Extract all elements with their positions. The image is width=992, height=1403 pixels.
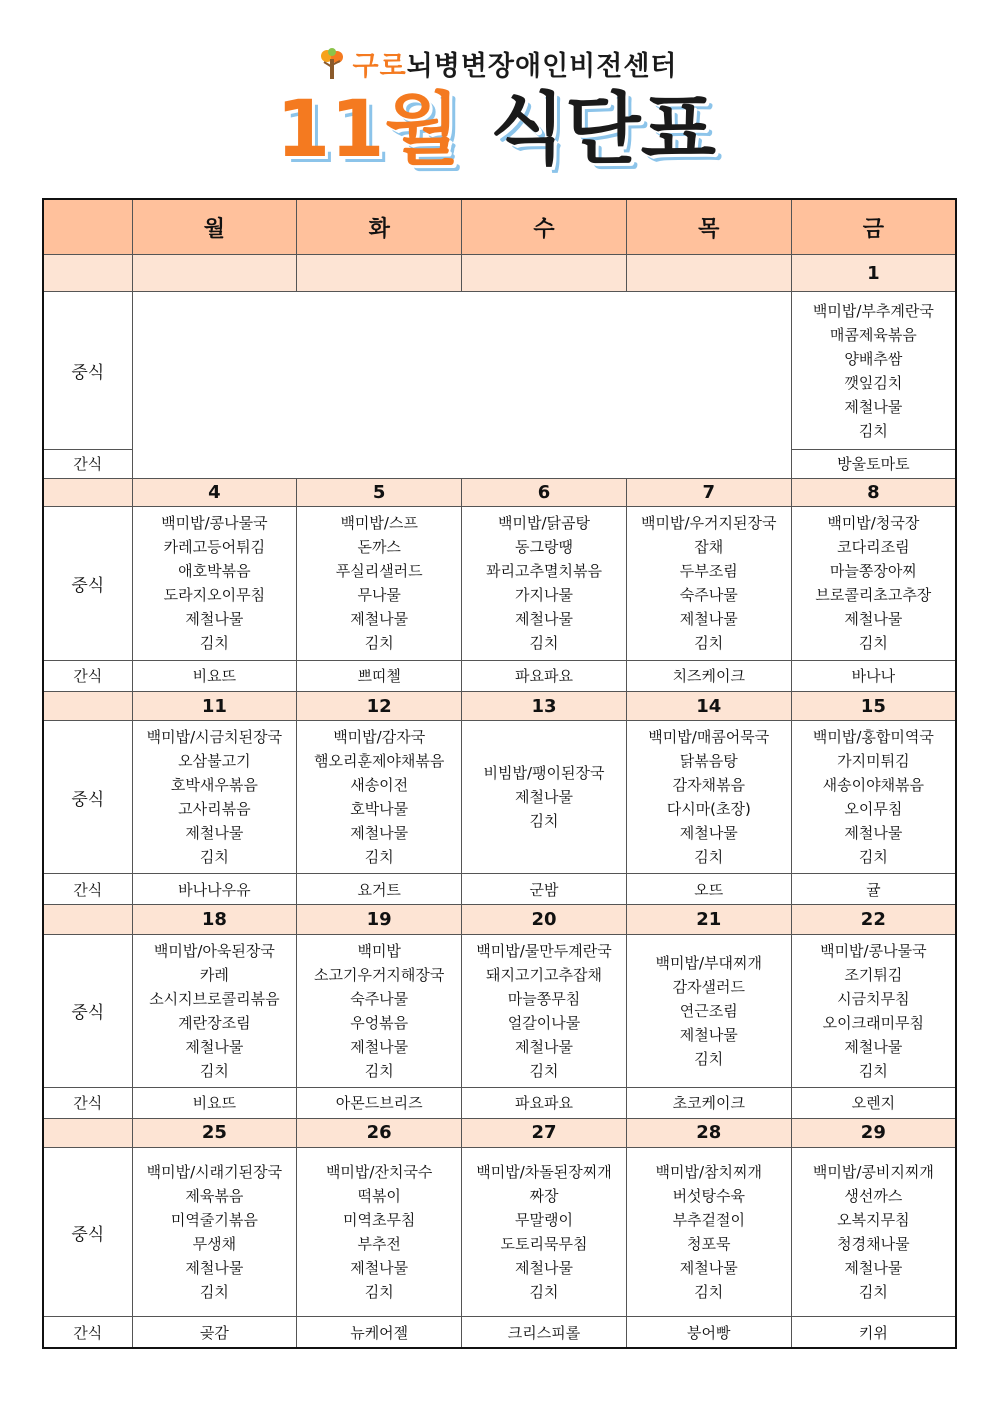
lunch-label: 중식 — [43, 1148, 132, 1317]
snack-cell: 키위 — [791, 1317, 956, 1348]
snack-cell: 치즈케이크 — [626, 660, 791, 691]
menu-item: 제철나물 — [350, 1037, 409, 1056]
menu-item: 부추겉절이 — [672, 1211, 746, 1230]
empty-cell — [132, 292, 791, 478]
menu-item: 백미밥/시금치된장국 — [146, 728, 283, 747]
menu-item: 새송이야채볶음 — [822, 776, 925, 795]
menu-item: 제철나물 — [844, 397, 903, 416]
menu-item: 백미밥/잔치국수 — [325, 1163, 433, 1182]
date-row-label — [43, 478, 132, 506]
lunch-menu-cell — [626, 934, 791, 1087]
menu-item: 오이무침 — [844, 800, 903, 819]
menu-item: 숙주나물 — [350, 989, 409, 1008]
menu-item: 카레고등어튀김 — [163, 538, 266, 557]
lunch-label: 중식 — [43, 934, 132, 1087]
menu-item: 제철나물 — [844, 610, 903, 629]
menu-item: 백미밥/우거지된장국 — [641, 514, 777, 533]
menu-item: 가지나물 — [515, 586, 573, 605]
weekday-header-row — [43, 199, 956, 255]
menu-item: 청경채나물 — [837, 1235, 910, 1254]
menu-item: 오복지무침 — [837, 1211, 910, 1230]
brand-rest: 뇌병변장애인비전센터 — [406, 51, 678, 82]
menu-item: 김치 — [858, 848, 888, 867]
menu-item: 소시지브로콜리볶음 — [149, 989, 280, 1008]
menu-item: 도토리묵무침 — [500, 1235, 588, 1254]
menu-item: 오삼불고기 — [178, 752, 251, 771]
menu-item: 버섯탕수육 — [672, 1187, 746, 1206]
date-row — [43, 691, 956, 720]
snack-cell: 파요파요 — [462, 660, 627, 691]
menu-item: 김치 — [364, 1061, 394, 1080]
weekday-header: 월 — [132, 199, 297, 255]
date-row — [43, 478, 956, 506]
date-cell: 15 — [791, 691, 956, 720]
menu-item: 제철나물 — [515, 788, 573, 807]
snack-row — [43, 1087, 956, 1118]
menu-item: 김치 — [694, 1049, 724, 1068]
menu-item: 제철나물 — [350, 824, 409, 843]
menu-item: 김치 — [694, 1283, 724, 1302]
menu-item: 잡채 — [694, 538, 724, 557]
page-title — [0, 80, 992, 180]
weekday-header: 화 — [297, 199, 462, 255]
lunch-menu-cell — [297, 506, 462, 660]
lunch-menu-cell — [791, 1148, 956, 1317]
snack-cell: 오렌지 — [791, 1087, 956, 1118]
lunch-label: 중식 — [43, 292, 132, 450]
menu-item: 백미밥/부대찌개 — [655, 953, 763, 972]
date-cell: 1 — [791, 255, 956, 292]
menu-item: 백미밥/청국장 — [827, 514, 920, 533]
menu-item: 호박새우볶음 — [170, 776, 258, 795]
menu-item: 김치 — [364, 848, 394, 867]
menu-item: 생선까스 — [844, 1187, 903, 1206]
menu-item: 떡볶이 — [357, 1187, 401, 1206]
menu-item: 도라지오이무침 — [163, 586, 266, 605]
menu-item: 김치 — [694, 848, 724, 867]
snack-cell: 방울토마토 — [791, 450, 956, 478]
menu-item: 소고기우거지해장국 — [313, 965, 445, 984]
snack-label: 간식 — [43, 450, 132, 478]
menu-item: 다시마(초장) — [666, 800, 751, 819]
date-row-label — [43, 255, 132, 292]
menu-item: 김치 — [529, 1061, 559, 1080]
menu-item: 계란장조림 — [178, 1013, 251, 1032]
menu-item: 카레 — [199, 965, 229, 984]
date-row-label — [43, 691, 132, 720]
menu-item: 백미밥/차돌된장찌개 — [476, 1163, 612, 1182]
menu-item: 김치 — [199, 1061, 229, 1080]
menu-item: 새송이전 — [350, 776, 409, 795]
date-cell: 4 — [132, 478, 297, 506]
corner-cell — [43, 199, 132, 255]
brand-prefix: 구로 — [352, 51, 407, 82]
lunch-menu-cell — [462, 721, 627, 874]
date-row-label — [43, 905, 132, 934]
menu-item: 제철나물 — [515, 1037, 573, 1056]
menu-item: 김치 — [364, 634, 394, 653]
menu-item: 푸실리샐러드 — [335, 562, 423, 581]
menu-table — [42, 198, 957, 1349]
menu-item: 백미밥/홍합미역국 — [812, 728, 934, 747]
lunch-row — [43, 721, 956, 874]
menu-item: 제철나물 — [679, 824, 738, 843]
menu-item: 백미밥/콩비지찌개 — [812, 1163, 934, 1182]
lunch-menu-cell — [297, 721, 462, 874]
snack-cell: 뉴케어젤 — [297, 1317, 462, 1348]
menu-item: 백미밥/감자국 — [333, 728, 426, 747]
date-row-label — [43, 1118, 132, 1147]
snack-label: 간식 — [43, 1087, 132, 1118]
menu-item: 짜장 — [529, 1187, 559, 1206]
menu-item: 김치 — [858, 634, 888, 653]
menu-item: 무생채 — [192, 1235, 237, 1254]
snack-cell: 크리스피롤 — [462, 1317, 627, 1348]
lunch-menu-cell — [132, 934, 297, 1087]
date-cell — [626, 255, 791, 292]
menu-item: 감자채볶음 — [672, 776, 746, 795]
menu-item: 청포묵 — [687, 1235, 731, 1254]
lunch-label: 중식 — [43, 506, 132, 660]
lunch-menu-cell — [462, 506, 627, 660]
lunch-menu-cell — [462, 1148, 627, 1317]
title-word: 식단표 — [489, 85, 716, 175]
menu-item: 숙주나물 — [679, 586, 738, 605]
menu-item: 조기튀김 — [844, 965, 903, 984]
menu-item: 제육볶음 — [185, 1187, 244, 1206]
snack-label: 간식 — [43, 874, 132, 905]
snack-cell: 귤 — [791, 874, 956, 905]
page-header — [0, 0, 992, 195]
menu-item: 햄오리훈제야채볶음 — [313, 752, 445, 771]
snack-cell: 바나나우유 — [132, 874, 297, 905]
menu-item: 백미밥/스프 — [340, 514, 418, 533]
menu-item: 백미밥/콩나물국 — [820, 941, 927, 960]
lunch-menu-cell — [791, 934, 956, 1087]
menu-item: 제철나물 — [350, 1259, 409, 1278]
menu-item: 김치 — [529, 1283, 559, 1302]
weekday-header: 수 — [462, 199, 627, 255]
date-row — [43, 905, 956, 934]
lunch-row — [43, 292, 956, 450]
menu-item: 김치 — [529, 634, 559, 653]
menu-item: 제철나물 — [185, 1037, 244, 1056]
lunch-menu-cell — [626, 506, 791, 660]
menu-item: 얼갈이나물 — [507, 1013, 581, 1032]
lunch-menu-cell — [626, 721, 791, 874]
menu-item: 제철나물 — [185, 824, 244, 843]
date-cell: 21 — [626, 905, 791, 934]
menu-item: 김치 — [529, 812, 559, 831]
date-cell: 14 — [626, 691, 791, 720]
snack-cell: 바나나 — [791, 660, 956, 691]
date-cell: 26 — [297, 1118, 462, 1147]
date-cell — [462, 255, 627, 292]
menu-item: 제철나물 — [350, 610, 409, 629]
menu-item: 고사리볶음 — [178, 800, 251, 819]
menu-item: 애호박볶음 — [178, 562, 251, 581]
date-cell: 29 — [791, 1118, 956, 1147]
menu-item: 호박나물 — [350, 800, 409, 819]
menu-item: 마늘쫑장아찌 — [829, 562, 917, 581]
menu-item: 제철나물 — [679, 1025, 738, 1044]
menu-item: 백미밥 — [357, 941, 401, 960]
lunch-row — [43, 934, 956, 1087]
date-cell — [297, 255, 462, 292]
menu-item: 백미밥/아욱된장국 — [153, 941, 275, 960]
date-cell: 27 — [462, 1118, 627, 1147]
lunch-label: 중식 — [43, 721, 132, 874]
lunch-menu-cell — [462, 934, 627, 1087]
menu-item: 제철나물 — [844, 824, 903, 843]
menu-item: 닭볶음탕 — [679, 752, 738, 771]
menu-item: 두부조림 — [679, 562, 738, 581]
snack-cell: 붕어빵 — [626, 1317, 791, 1348]
menu-item: 백미밥/참치찌개 — [655, 1163, 763, 1182]
menu-item: 김치 — [199, 1283, 229, 1302]
menu-item: 김치 — [199, 634, 229, 653]
snack-label: 간식 — [43, 660, 132, 691]
snack-cell: 곶감 — [132, 1317, 297, 1348]
menu-item: 백미밥/콩나물국 — [161, 514, 268, 533]
date-row — [43, 1118, 956, 1147]
menu-item: 오이크래미무침 — [822, 1013, 925, 1032]
lunch-menu-cell — [297, 1148, 462, 1317]
menu-item: 김치 — [364, 1283, 394, 1302]
menu-item: 돈까스 — [357, 538, 401, 557]
menu-item: 김치 — [858, 1061, 888, 1080]
lunch-row — [43, 506, 956, 660]
lunch-menu-cell — [132, 506, 297, 660]
menu-item: 제철나물 — [515, 1259, 573, 1278]
menu-item: 김치 — [694, 634, 724, 653]
menu-item: 김치 — [858, 421, 888, 440]
lunch-menu-cell — [791, 721, 956, 874]
menu-item: 미역초무침 — [342, 1211, 416, 1230]
menu-item: 백미밥/시래기된장국 — [146, 1163, 283, 1182]
date-cell: 6 — [462, 478, 627, 506]
weekday-header: 금 — [791, 199, 956, 255]
date-cell: 28 — [626, 1118, 791, 1147]
menu-item: 우엉볶음 — [350, 1013, 409, 1032]
menu-item: 제철나물 — [515, 610, 573, 629]
date-cell: 7 — [626, 478, 791, 506]
snack-cell: 군밤 — [462, 874, 627, 905]
menu-item: 감자샐러드 — [672, 977, 746, 996]
date-cell: 5 — [297, 478, 462, 506]
snack-row — [43, 874, 956, 905]
menu-item: 제철나물 — [679, 1259, 738, 1278]
date-row — [43, 255, 956, 292]
snack-cell: 요거트 — [297, 874, 462, 905]
lunch-menu-cell — [791, 506, 956, 660]
menu-item: 양배추쌈 — [844, 349, 903, 368]
menu-item: 무나물 — [357, 586, 401, 605]
lunch-menu-cell — [297, 934, 462, 1087]
lunch-menu-cell — [791, 292, 956, 450]
menu-item: 미역줄기볶음 — [170, 1211, 258, 1230]
menu-item: 제철나물 — [844, 1259, 903, 1278]
date-cell: 11 — [132, 691, 297, 720]
menu-item: 제철나물 — [679, 610, 738, 629]
lunch-menu-cell — [626, 1148, 791, 1317]
menu-item: 백미밥/닭곰탕 — [497, 514, 590, 533]
lunch-menu-cell — [132, 721, 297, 874]
date-cell: 8 — [791, 478, 956, 506]
menu-item: 부추전 — [357, 1235, 401, 1254]
menu-item: 김치 — [858, 1283, 888, 1302]
menu-item: 가지미튀김 — [837, 752, 910, 771]
menu-item: 제철나물 — [185, 1259, 244, 1278]
date-cell: 12 — [297, 691, 462, 720]
menu-item: 브로콜리초고추장 — [815, 586, 932, 605]
weekday-header: 목 — [626, 199, 791, 255]
snack-cell: 파요파요 — [462, 1087, 627, 1118]
snack-cell: 오뜨 — [626, 874, 791, 905]
snack-row — [43, 1317, 956, 1348]
menu-item: 동그랑땡 — [515, 538, 573, 557]
menu-item: 연근조림 — [679, 1001, 738, 1020]
menu-item: 코다리조림 — [837, 538, 910, 557]
menu-item: 꽈리고추멸치볶음 — [486, 562, 602, 581]
menu-item: 돼지고기고추잡채 — [486, 965, 602, 984]
menu-item: 제철나물 — [185, 610, 244, 629]
menu-item: 김치 — [199, 848, 229, 867]
menu-item: 무말랭이 — [515, 1211, 573, 1230]
menu-item: 비빔밥/팽이된장국 — [483, 764, 605, 783]
menu-item: 백미밥/부추계란국 — [812, 301, 934, 320]
menu-item: 제철나물 — [844, 1037, 903, 1056]
snack-cell: 초코케이크 — [626, 1087, 791, 1118]
date-cell: 20 — [462, 905, 627, 934]
menu-item: 백미밥/매콤어묵국 — [648, 728, 770, 747]
snack-cell: 비요뜨 — [132, 660, 297, 691]
lunch-row — [43, 1148, 956, 1317]
lunch-menu-cell — [132, 1148, 297, 1317]
menu-item: 깻잎김치 — [844, 373, 903, 392]
date-cell: 13 — [462, 691, 627, 720]
menu-item: 시금치무침 — [837, 989, 910, 1008]
menu-item: 백미밥/물만두계란국 — [476, 941, 612, 960]
menu-item: 마늘쫑무침 — [507, 989, 581, 1008]
snack-cell: 쁘띠첼 — [297, 660, 462, 691]
date-cell: 18 — [132, 905, 297, 934]
title-month: 11월 — [276, 85, 460, 175]
date-cell: 22 — [791, 905, 956, 934]
snack-cell: 아몬드브리즈 — [297, 1087, 462, 1118]
date-cell: 25 — [132, 1118, 297, 1147]
date-cell: 19 — [297, 905, 462, 934]
menu-item: 매콤제육볶음 — [829, 325, 917, 344]
date-cell — [132, 255, 297, 292]
snack-label: 간식 — [43, 1317, 132, 1348]
snack-cell: 비요뜨 — [132, 1087, 297, 1118]
snack-row — [43, 660, 956, 691]
